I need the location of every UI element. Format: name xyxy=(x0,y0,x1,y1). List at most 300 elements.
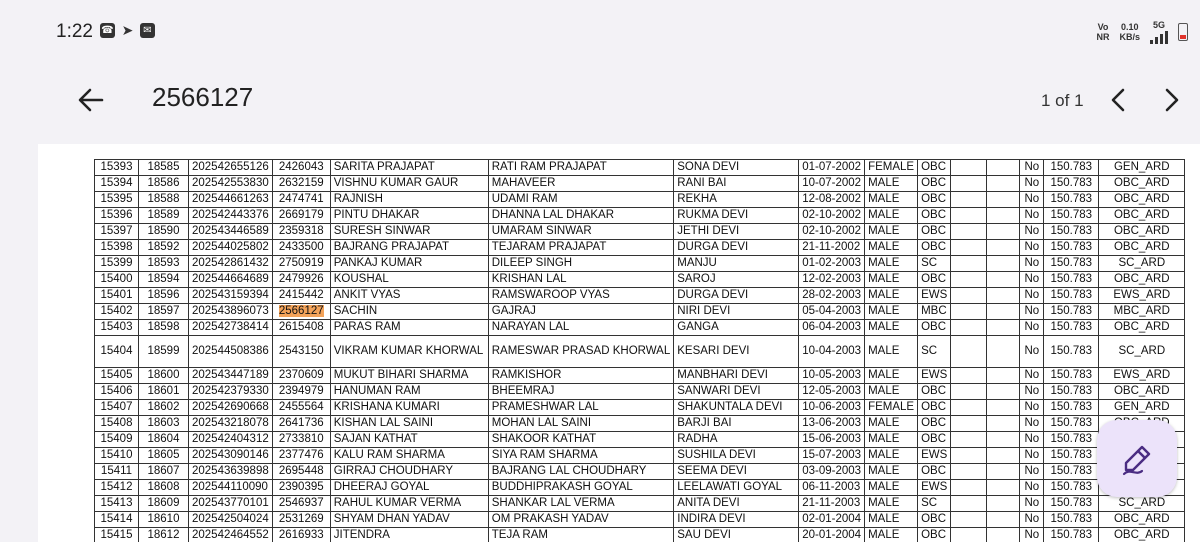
application-no-cell: 202543446589 xyxy=(189,224,273,240)
mother-name-cell: NIRI DEVI xyxy=(674,304,799,320)
blank-cell xyxy=(951,288,987,304)
search-id-cell: 2641736 xyxy=(272,416,330,432)
score-cell: 150.783 xyxy=(1044,448,1099,464)
chevron-left-icon[interactable] xyxy=(1106,84,1130,116)
table-row xyxy=(95,256,1185,272)
roll-cell: 18598 xyxy=(139,320,189,336)
blank-cell xyxy=(951,368,987,384)
edit-fab-button[interactable] xyxy=(1097,420,1177,497)
blank-cell xyxy=(987,384,1020,400)
father-name-cell: GAJRAJ xyxy=(488,304,674,320)
search-id-cell: 2695448 xyxy=(272,464,330,480)
father-name-cell: UMARAM SINWAR xyxy=(488,224,674,240)
roll-cell: 18602 xyxy=(139,400,189,416)
category-cell: OBC xyxy=(918,464,951,480)
blank-cell xyxy=(987,368,1020,384)
table-row xyxy=(95,512,1185,528)
roll-cell: 18585 xyxy=(139,160,189,176)
flag-cell: No xyxy=(1020,224,1044,240)
blank-cell xyxy=(951,432,987,448)
table-row xyxy=(95,528,1185,542)
quota-cell: GEN_ARD xyxy=(1099,400,1185,416)
category-cell: OBC xyxy=(918,512,951,528)
gender-cell: MALE xyxy=(865,528,918,542)
dob-cell: 15-06-2003 xyxy=(799,432,865,448)
flag-cell: No xyxy=(1020,240,1044,256)
dob-cell: 12-05-2003 xyxy=(799,384,865,400)
candidate-name-cell: SHYAM DHAN YADAV xyxy=(330,512,488,528)
table-row xyxy=(95,416,1185,432)
table-row xyxy=(95,240,1185,256)
application-no-cell: 202543090146 xyxy=(189,448,273,464)
roll-cell: 18604 xyxy=(139,432,189,448)
score-cell: 150.783 xyxy=(1044,480,1099,496)
search-id-cell: 2415442 xyxy=(272,288,330,304)
dob-cell: 15-07-2003 xyxy=(799,448,865,464)
blank-cell xyxy=(951,320,987,336)
score-cell: 150.783 xyxy=(1044,336,1099,368)
score-cell: 150.783 xyxy=(1044,384,1099,400)
table-row xyxy=(95,304,1185,320)
blank-cell xyxy=(987,240,1020,256)
blank-cell xyxy=(951,256,987,272)
mother-name-cell: INDIRA DEVI xyxy=(674,512,799,528)
blank-cell xyxy=(987,512,1020,528)
blank-cell xyxy=(987,192,1020,208)
blank-cell xyxy=(987,448,1020,464)
category-cell: OBC xyxy=(918,528,951,542)
serial-cell: 15406 xyxy=(95,384,139,400)
blank-cell xyxy=(987,272,1020,288)
blank-cell xyxy=(951,192,987,208)
father-name-cell: RAMKISHOR xyxy=(488,368,674,384)
candidate-name-cell: HANUMAN RAM xyxy=(330,384,488,400)
flag-cell: No xyxy=(1020,272,1044,288)
candidate-name-cell: SACHIN xyxy=(330,304,488,320)
signal-icon xyxy=(1150,30,1168,44)
category-cell: EWS xyxy=(918,480,951,496)
search-id-cell: 2433500 xyxy=(272,240,330,256)
search-id-cell: 2733810 xyxy=(272,432,330,448)
mother-name-cell: GANGA xyxy=(674,320,799,336)
dob-cell: 10-06-2003 xyxy=(799,400,865,416)
serial-cell: 15403 xyxy=(95,320,139,336)
arrow-left-icon[interactable] xyxy=(76,82,106,118)
quota-cell: EWS_ARD xyxy=(1099,288,1185,304)
blank-cell xyxy=(951,208,987,224)
father-name-cell: UDAMI RAM xyxy=(488,192,674,208)
flag-cell: No xyxy=(1020,304,1044,320)
mother-name-cell: RANI BAI xyxy=(674,176,799,192)
score-cell: 150.783 xyxy=(1044,320,1099,336)
blank-cell xyxy=(951,416,987,432)
quota-cell: OBC_ARD xyxy=(1099,512,1185,528)
serial-cell: 15394 xyxy=(95,176,139,192)
dob-cell: 10-05-2003 xyxy=(799,368,865,384)
application-no-cell: 202544508386 xyxy=(189,336,273,368)
roll-cell: 18612 xyxy=(139,528,189,542)
roll-cell: 18610 xyxy=(139,512,189,528)
mother-name-cell: SAU DEVI xyxy=(674,528,799,542)
blank-cell xyxy=(987,416,1020,432)
serial-cell: 15395 xyxy=(95,192,139,208)
flag-cell: No xyxy=(1020,432,1044,448)
search-id-cell: 2669179 xyxy=(272,208,330,224)
candidate-name-cell: MUKUT BIHARI SHARMA xyxy=(330,368,488,384)
serial-cell: 15402 xyxy=(95,304,139,320)
father-name-cell: SHANKAR LAL VERMA xyxy=(488,496,674,512)
father-name-cell: RATI RAM PRAJAPAT xyxy=(488,160,674,176)
gender-cell: MALE xyxy=(865,240,918,256)
gender-cell: MALE xyxy=(865,480,918,496)
father-name-cell: TEJARAM PRAJAPAT xyxy=(488,240,674,256)
score-cell: 150.783 xyxy=(1044,240,1099,256)
category-cell: OBC xyxy=(918,240,951,256)
roll-cell: 18597 xyxy=(139,304,189,320)
blank-cell xyxy=(987,480,1020,496)
flag-cell: No xyxy=(1020,176,1044,192)
gender-cell: MALE xyxy=(865,368,918,384)
table-row xyxy=(95,432,1185,448)
pen-edit-icon xyxy=(1120,442,1154,476)
candidate-name-cell: RAHUL KUMAR VERMA xyxy=(330,496,488,512)
blank-cell xyxy=(987,400,1020,416)
score-cell: 150.783 xyxy=(1044,192,1099,208)
application-no-cell: 202542738414 xyxy=(189,320,273,336)
search-id-cell: 2474741 xyxy=(272,192,330,208)
quota-cell: GEN_ARD xyxy=(1099,160,1185,176)
candidate-name-cell: PANKAJ KUMAR xyxy=(330,256,488,272)
candidate-name-cell: GIRRAJ CHOUDHARY xyxy=(330,464,488,480)
results-table xyxy=(94,159,1185,542)
flag-cell: No xyxy=(1020,528,1044,542)
document-page[interactable] xyxy=(38,144,1200,542)
gender-cell: MALE xyxy=(865,288,918,304)
blank-cell xyxy=(951,496,987,512)
gender-cell: MALE xyxy=(865,304,918,320)
gender-cell: MALE xyxy=(865,256,918,272)
gender-cell: MALE xyxy=(865,320,918,336)
application-no-cell: 202544661263 xyxy=(189,192,273,208)
candidate-name-cell: VISHNU KUMAR GAUR xyxy=(330,176,488,192)
serial-cell: 15393 xyxy=(95,160,139,176)
flag-cell: No xyxy=(1020,320,1044,336)
search-match-highlight: 2566127 xyxy=(278,305,324,317)
search-id-cell: 2531269 xyxy=(272,512,330,528)
blank-cell xyxy=(987,496,1020,512)
match-counter: 1 of 1 xyxy=(1041,91,1084,110)
telegram-icon: ➤ xyxy=(121,22,134,38)
dob-cell: 12-08-2002 xyxy=(799,192,865,208)
father-name-cell: TEJA RAM xyxy=(488,528,674,542)
serial-cell: 15408 xyxy=(95,416,139,432)
blank-cell xyxy=(951,304,987,320)
dob-cell: 02-10-2002 xyxy=(799,208,865,224)
table-row xyxy=(95,480,1185,496)
roll-cell: 18600 xyxy=(139,368,189,384)
dob-cell: 21-11-2003 xyxy=(799,496,865,512)
father-name-cell: DILEEP SINGH xyxy=(488,256,674,272)
mother-name-cell: SHAKUNTALA DEVI xyxy=(674,400,799,416)
table-row xyxy=(95,464,1185,480)
dob-cell: 01-02-2003 xyxy=(799,256,865,272)
dob-cell: 20-01-2004 xyxy=(799,528,865,542)
serial-cell: 15396 xyxy=(95,208,139,224)
quota-cell: OBC_ARD xyxy=(1099,384,1185,400)
flag-cell: No xyxy=(1020,512,1044,528)
father-name-cell: OM PRAKASH YADAV xyxy=(488,512,674,528)
mother-name-cell: BARJI BAI xyxy=(674,416,799,432)
table-row xyxy=(95,400,1185,416)
mother-name-cell: LEELAWATI GOYAL xyxy=(674,480,799,496)
score-cell: 150.783 xyxy=(1044,272,1099,288)
candidate-name-cell: KALU RAM SHARMA xyxy=(330,448,488,464)
table-row xyxy=(95,208,1185,224)
candidate-name-cell: ANKIT VYAS xyxy=(330,288,488,304)
score-cell: 150.783 xyxy=(1044,160,1099,176)
application-no-cell: 202543896073 xyxy=(189,304,273,320)
score-cell: 150.783 xyxy=(1044,288,1099,304)
roll-cell: 18593 xyxy=(139,256,189,272)
dob-cell: 10-04-2003 xyxy=(799,336,865,368)
quota-cell: OBC_ARD xyxy=(1099,528,1185,542)
table-row xyxy=(95,448,1185,464)
mother-name-cell: SANWARI DEVI xyxy=(674,384,799,400)
application-no-cell: 202542553830 xyxy=(189,176,273,192)
roll-cell: 18594 xyxy=(139,272,189,288)
table-body xyxy=(95,160,1185,542)
gender-cell: MALE xyxy=(865,496,918,512)
table-row xyxy=(95,192,1185,208)
category-cell: OBC xyxy=(918,416,951,432)
father-name-cell: BAJRANG LAL CHOUDHARY xyxy=(488,464,674,480)
flag-cell: No xyxy=(1020,480,1044,496)
gender-cell: MALE xyxy=(865,448,918,464)
flag-cell: No xyxy=(1020,208,1044,224)
quota-cell: MBC_ARD xyxy=(1099,304,1185,320)
volte-indicator: Vo NR xyxy=(1096,22,1110,42)
roll-cell: 18607 xyxy=(139,464,189,480)
father-name-cell: SIYA RAM SHARMA xyxy=(488,448,674,464)
blank-cell xyxy=(987,432,1020,448)
category-cell: SC xyxy=(918,336,951,368)
gender-cell: FEMALE xyxy=(865,160,918,176)
candidate-name-cell: KISHAN LAL SAINI xyxy=(330,416,488,432)
serial-cell: 15412 xyxy=(95,480,139,496)
mother-name-cell: RADHA xyxy=(674,432,799,448)
score-cell: 150.783 xyxy=(1044,176,1099,192)
blank-cell xyxy=(987,176,1020,192)
dob-cell: 05-04-2003 xyxy=(799,304,865,320)
blank-cell xyxy=(951,480,987,496)
serial-cell: 15400 xyxy=(95,272,139,288)
father-name-cell: BUDDHIPRAKASH GOYAL xyxy=(488,480,674,496)
application-no-cell: 202542404312 xyxy=(189,432,273,448)
phone-notification-icon: ☎ xyxy=(101,25,114,36)
clock: 1:22 xyxy=(56,21,93,42)
candidate-name-cell: RAJNISH xyxy=(330,192,488,208)
serial-cell: 15414 xyxy=(95,512,139,528)
search-id-cell: 2546937 xyxy=(272,496,330,512)
blank-cell xyxy=(951,336,987,368)
search-query[interactable]: 2566127 xyxy=(152,82,254,112)
candidate-name-cell: SARITA PRAJAPAT xyxy=(330,160,488,176)
serial-cell: 15415 xyxy=(95,528,139,542)
blank-cell xyxy=(951,224,987,240)
roll-cell: 18609 xyxy=(139,496,189,512)
category-cell: OBC xyxy=(918,224,951,240)
table-row xyxy=(95,224,1185,240)
roll-cell: 18588 xyxy=(139,192,189,208)
candidate-name-cell: PINTU DHAKAR xyxy=(330,208,488,224)
gender-cell: FEMALE xyxy=(865,400,918,416)
serial-cell: 15410 xyxy=(95,448,139,464)
quota-cell: OBC_ARD xyxy=(1099,192,1185,208)
gender-cell: MALE xyxy=(865,224,918,240)
gender-cell: MALE xyxy=(865,208,918,224)
status-bar xyxy=(0,0,1200,62)
blank-cell xyxy=(951,160,987,176)
category-cell: SC xyxy=(918,496,951,512)
score-cell: 150.783 xyxy=(1044,432,1099,448)
category-cell: EWS xyxy=(918,448,951,464)
mother-name-cell: SEEMA DEVI xyxy=(674,464,799,480)
blank-cell xyxy=(951,448,987,464)
candidate-name-cell: KOUSHAL xyxy=(330,272,488,288)
flag-cell: No xyxy=(1020,448,1044,464)
quota-cell: SC_ARD xyxy=(1099,256,1185,272)
gender-cell: MALE xyxy=(865,384,918,400)
blank-cell xyxy=(987,256,1020,272)
gender-cell: MALE xyxy=(865,416,918,432)
search-id-cell: 2359318 xyxy=(272,224,330,240)
flag-cell: No xyxy=(1020,384,1044,400)
category-cell: OBC xyxy=(918,384,951,400)
dob-cell: 02-10-2002 xyxy=(799,224,865,240)
father-name-cell: RAMSWAROOP VYAS xyxy=(488,288,674,304)
roll-cell: 18605 xyxy=(139,448,189,464)
score-cell: 150.783 xyxy=(1044,528,1099,542)
blank-cell xyxy=(987,224,1020,240)
table-row xyxy=(95,368,1185,384)
category-cell: OBC xyxy=(918,320,951,336)
search-id-cell: 2394979 xyxy=(272,384,330,400)
dob-cell: 06-04-2003 xyxy=(799,320,865,336)
application-no-cell: 202542379330 xyxy=(189,384,273,400)
father-name-cell: RAMESWAR PRASAD KHORWAL xyxy=(488,336,674,368)
application-no-cell: 202543447189 xyxy=(189,368,273,384)
flag-cell: No xyxy=(1020,160,1044,176)
dob-cell: 10-07-2002 xyxy=(799,176,865,192)
table-row xyxy=(95,320,1185,336)
gender-cell: MALE xyxy=(865,192,918,208)
roll-cell: 18592 xyxy=(139,240,189,256)
father-name-cell: NARAYAN LAL xyxy=(488,320,674,336)
gender-cell: MALE xyxy=(865,336,918,368)
father-name-cell: PRAMESHWAR LAL xyxy=(488,400,674,416)
table-row xyxy=(95,496,1185,512)
quota-cell: OBC_ARD xyxy=(1099,320,1185,336)
candidate-name-cell: SURESH SINWAR xyxy=(330,224,488,240)
roll-cell: 18601 xyxy=(139,384,189,400)
mother-name-cell: SONA DEVI xyxy=(674,160,799,176)
application-no-cell: 202543639898 xyxy=(189,464,273,480)
roll-cell: 18589 xyxy=(139,208,189,224)
candidate-name-cell: PARAS RAM xyxy=(330,320,488,336)
quota-cell: OBC_ARD xyxy=(1099,176,1185,192)
serial-cell: 15404 xyxy=(95,336,139,368)
category-cell: MBC xyxy=(918,304,951,320)
blank-cell xyxy=(987,320,1020,336)
score-cell: 150.783 xyxy=(1044,512,1099,528)
notification-icons xyxy=(100,23,155,38)
search-id-cell: 2615408 xyxy=(272,320,330,336)
find-toolbar xyxy=(0,62,1200,142)
table-row xyxy=(95,272,1185,288)
blank-cell xyxy=(987,464,1020,480)
candidate-name-cell: BAJRANG PRAJAPAT xyxy=(330,240,488,256)
candidate-name-cell: DHEERAJ GOYAL xyxy=(330,480,488,496)
serial-cell: 15409 xyxy=(95,432,139,448)
quota-cell: OBC_ARD xyxy=(1099,240,1185,256)
gender-cell: MALE xyxy=(865,432,918,448)
serial-cell: 15398 xyxy=(95,240,139,256)
flag-cell: No xyxy=(1020,192,1044,208)
blank-cell xyxy=(987,528,1020,542)
search-id-cell xyxy=(272,304,330,320)
mother-name-cell: MANJU xyxy=(674,256,799,272)
flag-cell: No xyxy=(1020,496,1044,512)
quota-cell: EWS_ARD xyxy=(1099,368,1185,384)
application-no-cell: 202543218078 xyxy=(189,416,273,432)
table-row xyxy=(95,288,1185,304)
application-no-cell: 202542690668 xyxy=(189,400,273,416)
score-cell: 150.783 xyxy=(1044,464,1099,480)
flag-cell: No xyxy=(1020,464,1044,480)
score-cell: 150.783 xyxy=(1044,416,1099,432)
application-no-cell: 202542443376 xyxy=(189,208,273,224)
serial-cell: 15407 xyxy=(95,400,139,416)
category-cell: EWS xyxy=(918,288,951,304)
category-cell: SC xyxy=(918,256,951,272)
flag-cell: No xyxy=(1020,256,1044,272)
blank-cell xyxy=(987,336,1020,368)
application-no-cell: 202542504024 xyxy=(189,512,273,528)
mother-name-cell: KESARI DEVI xyxy=(674,336,799,368)
candidate-name-cell: JITENDRA xyxy=(330,528,488,542)
search-id-cell: 2479926 xyxy=(272,272,330,288)
cellular-indicator: 5G xyxy=(1150,20,1168,44)
blank-cell xyxy=(951,240,987,256)
score-cell: 150.783 xyxy=(1044,224,1099,240)
dob-cell: 02-01-2004 xyxy=(799,512,865,528)
serial-cell: 15399 xyxy=(95,256,139,272)
dob-cell: 13-06-2003 xyxy=(799,416,865,432)
search-id-cell: 2455564 xyxy=(272,400,330,416)
serial-cell: 15413 xyxy=(95,496,139,512)
quota-cell: OBC_ARD xyxy=(1099,272,1185,288)
search-id-cell: 2750919 xyxy=(272,256,330,272)
blank-cell xyxy=(987,288,1020,304)
quota-cell: OBC_ARD xyxy=(1099,224,1185,240)
mail-icon: ✉ xyxy=(140,23,155,38)
quota-cell: SC_ARD xyxy=(1099,336,1185,368)
flag-cell: No xyxy=(1020,288,1044,304)
category-cell: OBC xyxy=(918,432,951,448)
battery-icon xyxy=(1178,23,1188,41)
mother-name-cell: MANBHARI DEVI xyxy=(674,368,799,384)
chevron-right-icon[interactable] xyxy=(1160,84,1184,116)
